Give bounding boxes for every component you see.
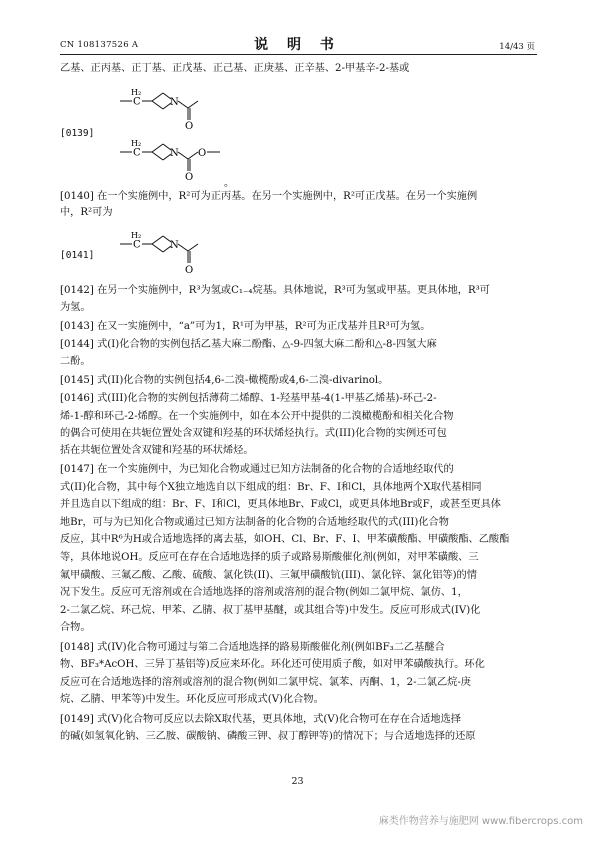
ch2-label: H₂ <box>131 88 142 97</box>
c-label: C <box>133 96 141 108</box>
watermark: 麻类作物营养与施肥网 www.fibercrops.com <box>378 816 583 827</box>
ch2-label: H₂ <box>131 231 142 240</box>
end-dot: 。 <box>224 178 234 189</box>
body-line: 的碱(如氢氧化钠、三乙胺、碳酸钠、磷酸三钾、叔丁醇钾等)的情况下；与合适地选择的还原 <box>60 731 476 742</box>
body-line: 物、BF₃*AcOH、三异丁基铝等)反应来环化。环化还可使用质子酸，如对甲苯磺酸执行。环化 <box>60 659 485 670</box>
patent-number: CN 108137526 A <box>60 40 139 50</box>
body-line: 合物。 <box>60 622 91 633</box>
body-line: 括在共轭位置处含双键和羟基的环状烯烃。 <box>60 445 254 456</box>
ch2-label: H₂ <box>131 139 142 148</box>
n-label: N <box>170 240 179 251</box>
body-line: 烯-1-醇和环己-2-烯醇。在一个实施例中，如在本公开中提供的二溴橄榄酚和相关化合物 <box>60 411 454 422</box>
paragraph-tag-0141: [0141] <box>60 250 95 261</box>
n-label: N <box>170 97 179 108</box>
body-line: [0142] 在另一个实施例中，R³为氢或C₁₋₄烷基。具体地说，R³可为氢或甲基。更具体地，R³可 <box>60 285 490 296</box>
body-line: [0149] 式(V)化合物可反应以去除X取代基，更具体地，式(V)化合物可在存在合适地选择 <box>60 714 461 725</box>
body-line: 地Br，可与为已知化合物或通过已知方法制备的化合物的合适地经取代的式(III)化合物 <box>60 517 449 528</box>
body-line: 二酚。 <box>60 356 91 367</box>
paragraph-tag-0139: [0139] <box>60 128 95 139</box>
chemical-structure-acetyl-azetidine-2 <box>118 224 228 282</box>
n-label: N <box>170 148 179 159</box>
page-header <box>0 34 595 54</box>
body-line: 况下发生。反应可无溶剂或在合适地选择的溶剂或溶剂的混合物(例如二氯甲烷、氯仿、1， <box>60 587 468 598</box>
intro-line: 乙基、正丙基、正丁基、正戊基、正己基、正庚基、正辛基、2-甲基辛-2-基或 <box>60 63 410 74</box>
body-line: 等，具体地说OH。反应可在存在合适地选择的质子或路易斯酸催化剂(例如，对甲苯磺酸、三 <box>60 552 479 563</box>
chemical-structure-methyl-carbamate-azetidine <box>118 130 248 190</box>
body-line: 2-二氯乙烷、环己烷、甲苯、乙腈、叔丁基甲基醚，或其组合等)中发生。反应可形成式(IV)化 <box>60 605 481 616</box>
c-label: C <box>133 239 141 251</box>
body-line: 氟甲磺酸、三氟乙酸、乙酸、硫酸、氯化铁(II)、三氟甲磺酸钪(III)、氯化锌、氯化铝等)的情 <box>60 570 477 581</box>
body-line: [0140] 在一个实施例中，R²可为正丙基。在另一个实施例中，R²可正戊基。在另一个实施例 <box>60 191 478 202</box>
body-line: 为氢。 <box>60 302 91 313</box>
o-label: O <box>198 148 207 159</box>
page-info: 14/43 页 <box>499 42 535 52</box>
page-number: 23 <box>291 776 304 787</box>
body-line: 烷、乙腈、甲苯等)中发生。环化反应可形成式(V)化合物。 <box>60 694 324 705</box>
o-label: O <box>185 265 194 276</box>
c-label: C <box>133 147 141 159</box>
body-line: 式(II)化合物，其中每个X独立地选自以下组成的组：Br、F、I和Cl，具体地两个X取代基相同 <box>60 482 482 493</box>
body-line: [0145] 式(II)化合物的实例包括4,6-二溴-橄榄酚或4,6-二溴-divarinol。 <box>60 375 389 386</box>
o-label: O <box>185 121 194 132</box>
body-line: [0147] 在一个实施例中，为已知化合物或通过已知方法制备的化合物的合适地经取代的 <box>60 464 454 475</box>
document-title: 说 明 书 <box>254 37 341 53</box>
o-label: O <box>185 172 194 183</box>
body-line: 反应，其中R⁶为H或合适地选择的离去基，如OH、Cl、Br、F、I、甲苯磺酸酯、甲磺酸酯、乙酸酯 <box>60 534 510 545</box>
body-line: 中，R²可为 <box>60 207 113 218</box>
body-line: [0146] 式(III)化合物的实例包括薄荷二烯醇、1-羟基甲基-4(1-甲基乙烯基)-环己-2- <box>60 393 437 404</box>
header-divider <box>60 54 537 55</box>
body-line: [0144] 式(I)化合物的实例包括乙基大麻二酚酯、△-9-四氢大麻二酚和△-8-四氢大麻 <box>60 339 437 350</box>
body-line: 并且选自以下组成的组：Br、F、I和Cl，更具体地Br、F或Cl，或更具体地Br或F，或甚至更具体 <box>60 499 501 510</box>
body-line: 的偶合可使用在共轭位置处含双键和羟基的环状烯烃执行。式(III)化合物的实例还可包 <box>60 428 447 439</box>
body-line: [0148] 式(IV)化合物可通过与第二合适地选择的路易斯酸催化剂(例如BF₃二乙基醚合 <box>60 642 445 653</box>
body-line: 反应可在合适地选择的溶剂或溶剂的混合物(例如二氯甲烷、氯苯、丙酮、1，2-二氯乙烷-庚 <box>60 677 471 688</box>
body-line: [0143] 在又一实施例中，“a”可为1，R¹可为甲基，R²可为正戊基并且R³可为氢。 <box>60 321 431 332</box>
chemical-structure-acetyl-azetidine-1 <box>118 82 228 136</box>
